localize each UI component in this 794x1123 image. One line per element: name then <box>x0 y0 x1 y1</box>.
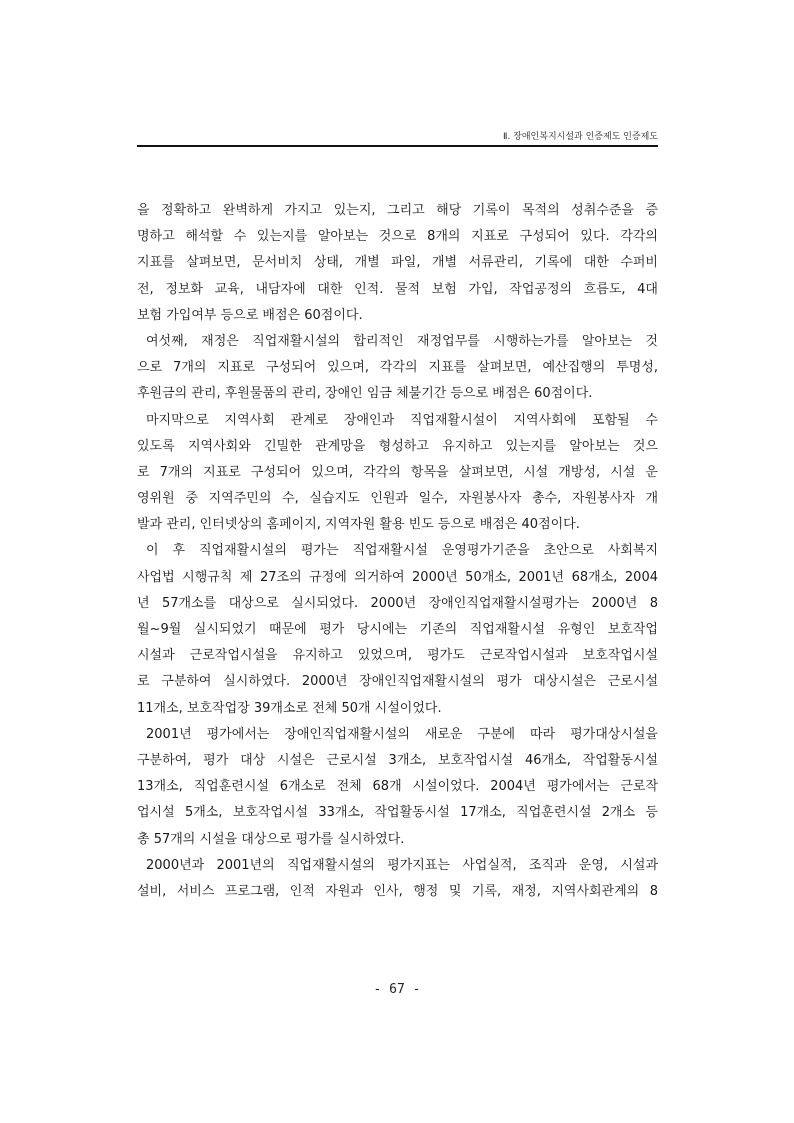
text-line: 13개소, 직업훈련시설 6개소로 전체 68개 시설이었다. 2004년 평가에서는 근로작 <box>137 779 658 795</box>
text-line: 명하고 해석할 수 있는지를 알아보는 것으로 8개의 지표로 구성되어 있다. 각각의 <box>137 229 658 245</box>
text-line: 업시설 5개소, 보호작업시설 33개소, 작업활동시설 17개소, 직업훈련시설 2개소 등 <box>137 805 658 821</box>
text-line: 2000년과 2001년의 직업재활시설의 평가지표는 사업실적, 조직과 운영, 시설과 <box>146 857 658 873</box>
text-line: 구분하여, 평가 대상 시설은 근로시설 3개소, 보호작업시설 46개소, 작업활동시설 <box>137 752 658 768</box>
running-header: Ⅱ. 장애인복지시설과 인증제도 인증제도 <box>503 132 658 142</box>
text-line: 사업법 시행규칙 제 27조의 규정에 의거하여 2000년 50개소, 2001년 68개소, 2004 <box>137 569 658 585</box>
text-line: 시설과 근로작업시설을 유지하고 있었으며, 평가도 근로작업시설과 보호작업시설 <box>137 648 658 664</box>
text-line: 설비, 서비스 프로그램, 인적 자원과 인사, 행정 및 기록, 재정, 지역사회관계의 8 <box>137 883 658 899</box>
text-line: 지표를 살펴보면, 문서비치 상태, 개별 파일, 개별 서류관리, 기록에 대한 수퍼비 <box>137 255 658 271</box>
text-line: 로 구분하여 실시하였다. 2000년 장애인직업재활시설의 평가 대상시설은 근로시설 <box>137 674 658 690</box>
text-line: 여섯째, 재정은 직업재활시설의 합리적인 재정업무를 시행하는가를 알아보는 것 <box>146 333 658 349</box>
text-line: 년 57개소를 대상으로 실시되었다. 2000년 장애인직업재활시설평가는 2000년 8 <box>137 595 658 611</box>
header-rule <box>137 145 658 147</box>
text-line: 11개소, 보호작업장 39개소로 전체 50개 시설이었다. <box>137 700 442 716</box>
text-line: 있도록 지역사회와 긴밀한 관계망을 형성하고 유지하고 있는지를 알아보는 것으 <box>137 438 658 454</box>
text-line: 영위원 중 지역주민의 수, 실습지도 인원과 일수, 자원봉사자 총수, 자원봉사자 개 <box>137 491 658 507</box>
body-text <box>137 198 658 905</box>
text-line: 보험 가입여부 등으로 배점은 60점이다. <box>137 307 363 323</box>
text-line: 으로 7개의 지표로 구성되어 있으며, 각각의 지표를 살펴보면, 예산집행의 투명성, <box>137 360 658 376</box>
text-line: 을 정확하고 완벽하게 가지고 있는지, 그리고 해당 기록이 목적의 성취수준을 증 <box>137 203 658 218</box>
text-line: 발과 관리, 인터넷상의 홈페이지, 지역자원 활용 빈도 등으로 배점은 40점이다. <box>137 517 580 533</box>
page-number: - 67 - <box>373 982 421 997</box>
text-line: 후원금의 관리, 후원물품의 관리, 장애인 임금 체불기간 등으로 배점은 60점이다. <box>137 386 593 402</box>
text-line: 월~9월 실시되었기 때문에 평가 당시에는 기존의 직업재활시설 유형인 보호작업 <box>137 622 658 637</box>
text-line: 이 후 직업재활시설의 평가는 직업재활시설 운영평가기준을 초안으로 사회복지 <box>146 543 658 559</box>
text-line: 전, 정보화 교육, 내담자에 대한 인적. 물적 보험 가입, 작업공정의 흐름도, 4대 <box>137 281 658 297</box>
text-line: 2001년 평가에서는 장애인직업재활시설의 새로운 구분에 따라 평가대상시설을 <box>146 726 658 742</box>
text-line: 마지막으로 지역사회 관계로 장애인과 직업재활시설이 지역사회에 포함될 수 <box>146 412 658 428</box>
text-line: 총 57개의 시설을 대상으로 평가를 실시하였다. <box>137 831 405 847</box>
text-line: 로 7개의 지표로 구성되어 있으며, 각각의 항목을 살펴보면, 시설 개방성, 시설 운 <box>137 464 658 480</box>
